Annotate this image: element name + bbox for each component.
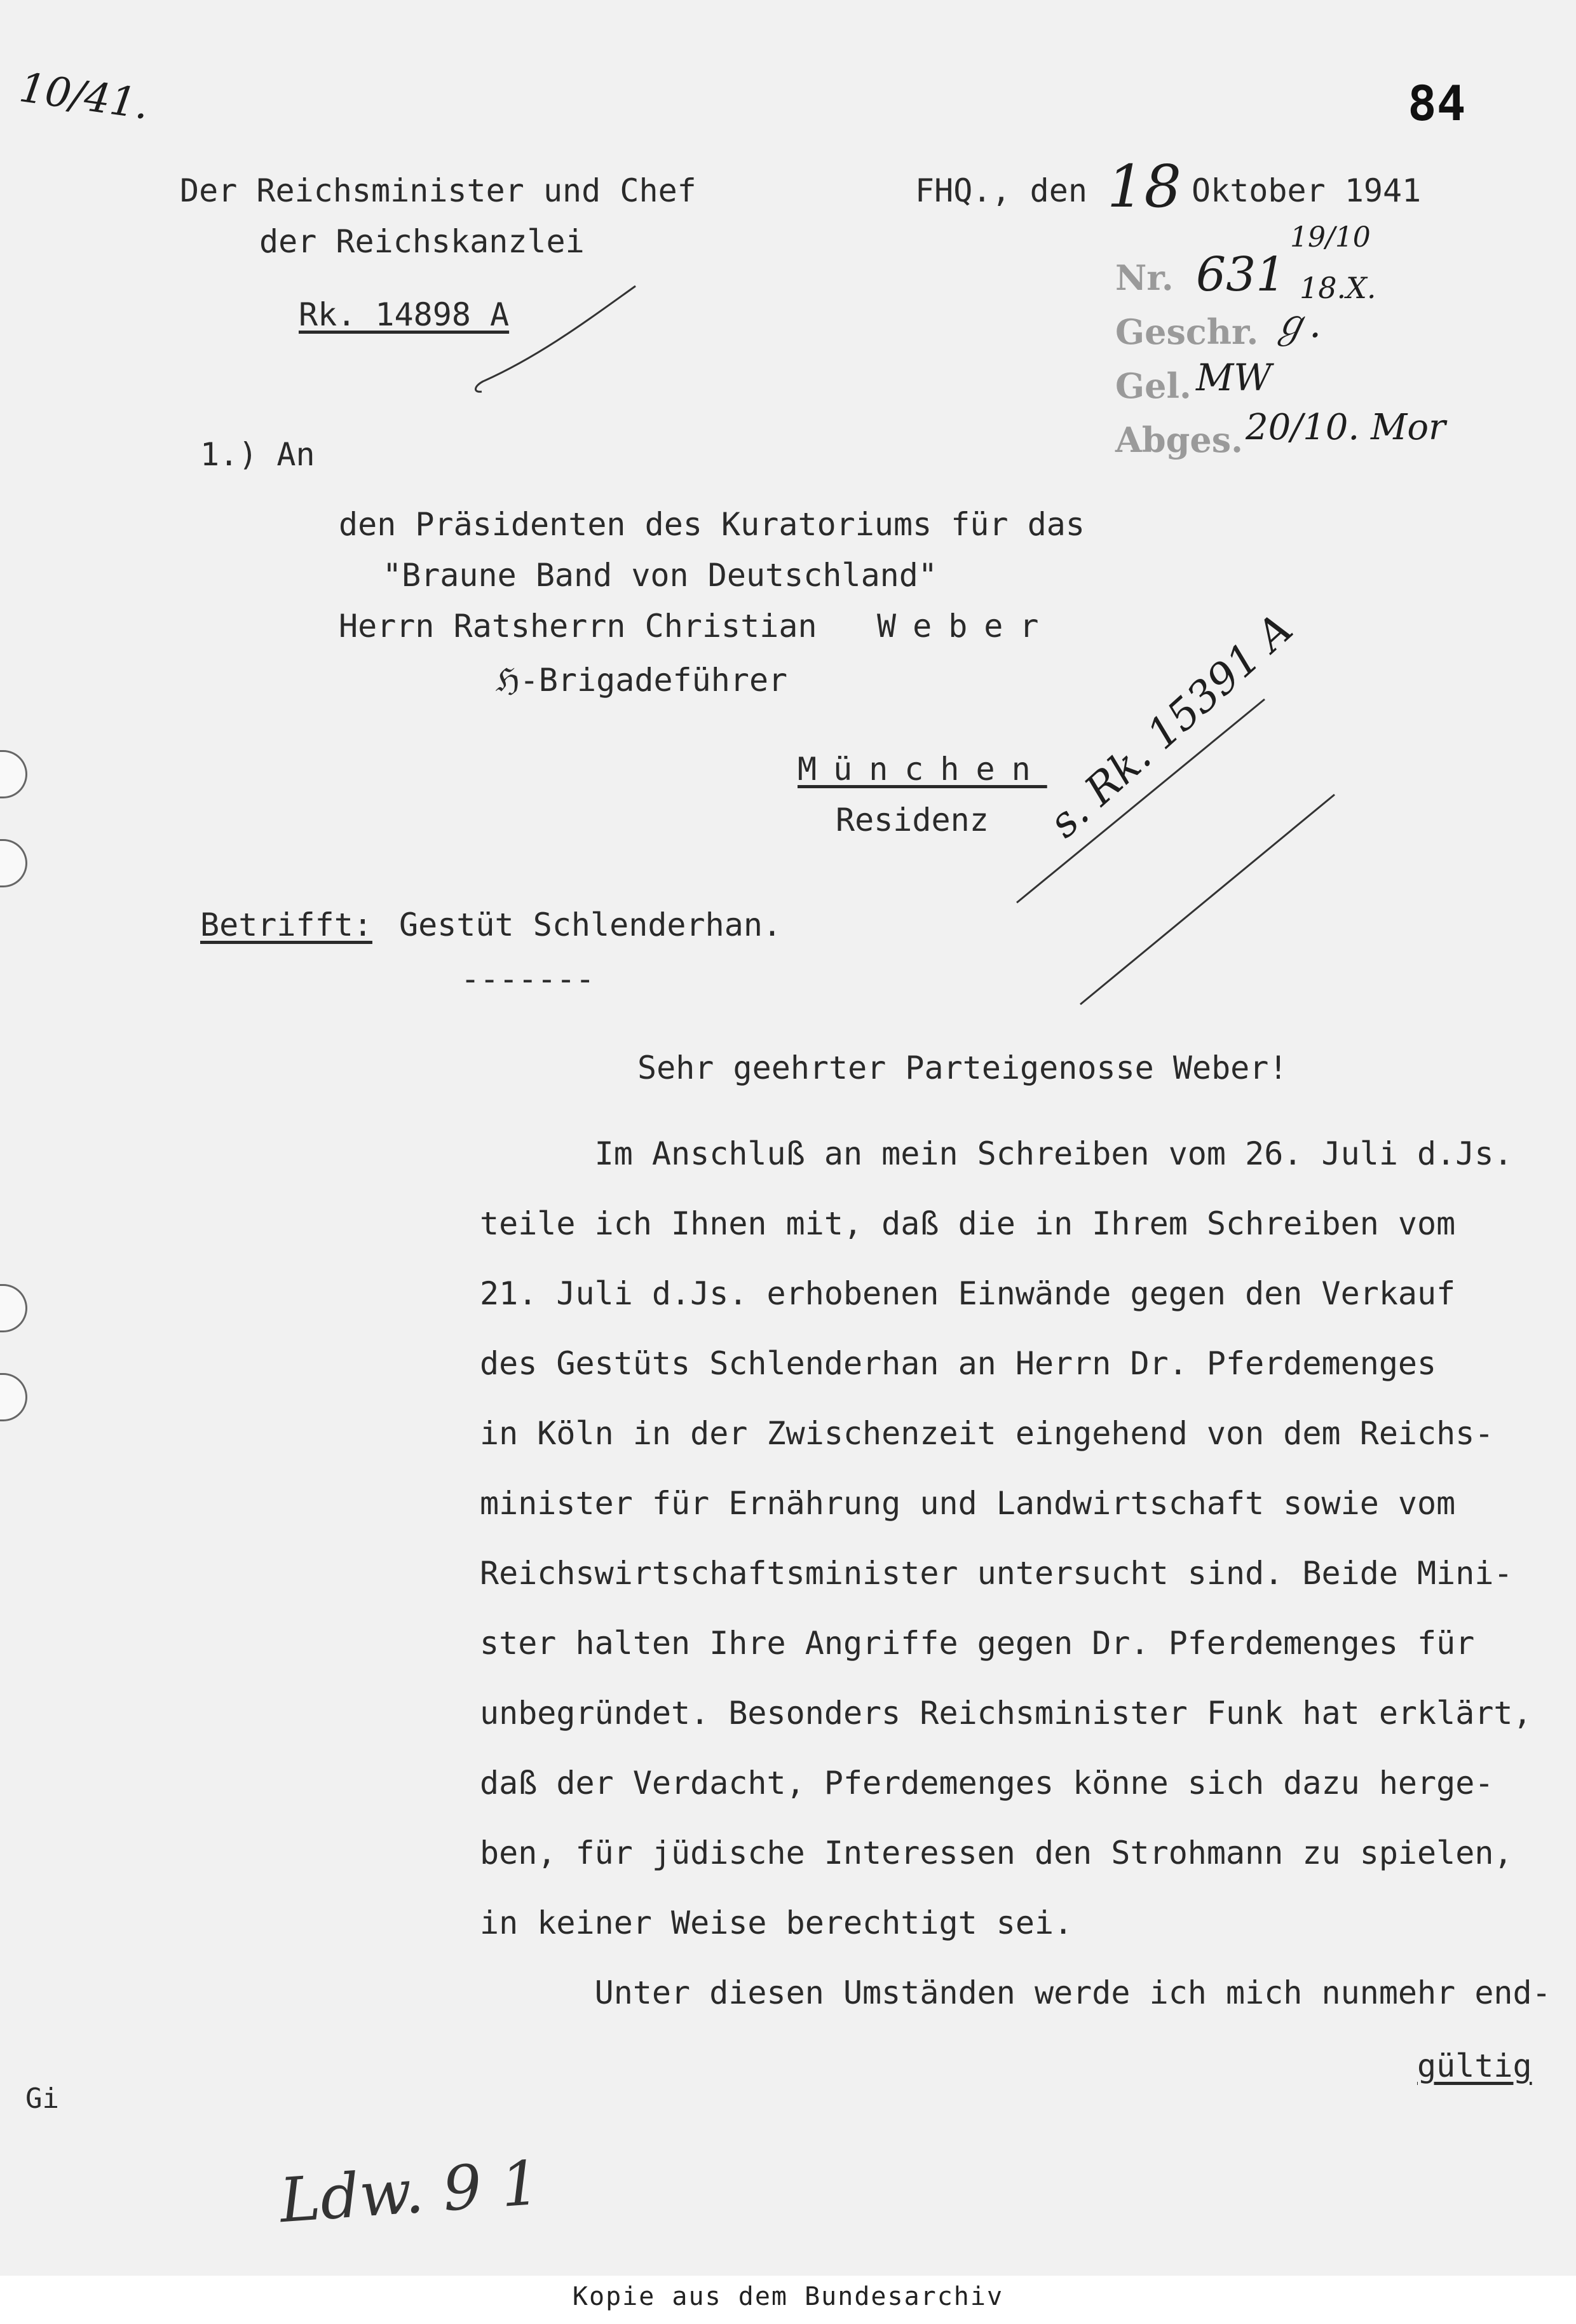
sender-line-2: der Reichskanzlei [259,223,585,260]
subject-label: Betrifft: [200,906,372,943]
recipient-line-3-prefix: Herrn Ratsherrn Christian [339,608,817,645]
recipient-line-1: den Präsidenten des Kuratoriums für das [339,506,1085,543]
continuation-word: gültig [1417,2047,1532,2084]
stamp-nr-label: Nr. [1115,257,1174,298]
dateline-place: FHQ., den [915,172,1087,209]
stamp-abges-label: Abges. [1115,420,1243,460]
subject-rule: ------- [461,960,595,997]
pen-stroke [464,280,642,400]
recipient-city: München [798,751,1047,788]
stamp-nr-note-2: 18.X. [1300,271,1376,305]
diagonal-cross-reference: s. Rk. 15391 A [1039,604,1302,847]
recipient-line-4: ℌ-Brigadeführer [496,662,788,699]
dateline-day: 18 [1107,153,1182,221]
punch-hole [0,1284,27,1332]
stamp-geschr-label: Geschr. [1115,311,1259,352]
body-line: teile ich Ihnen mit, daß die in Ihrem Schreiben vom [480,1205,1456,1242]
recipient-street: Residenz [836,802,989,838]
body-line: ben, für jüdische Interessen den Strohmann zu spielen, [480,1835,1513,1871]
body-line: Unter diesen Umständen werde ich mich nunmehr end- [480,1974,1551,2011]
body-line: Im Anschluß an mein Schreiben vom 26. Juli d.Js. [480,1135,1513,1172]
corner-handwritten-note: 10/41. [16,64,152,129]
reference-number: Rk. 14898 A [299,296,510,333]
body-line: ster halten Ihre Angriffe gegen Dr. Pferdemenges für [480,1625,1475,1662]
body-line: in keiner Weise berechtigt sei. [480,1904,1073,1941]
typist-initials: Gi [25,2082,59,2115]
body-line: des Gestüts Schlenderhan an Herrn Dr. Pferdemenges [480,1345,1437,1382]
handwritten-file-note: Ldw. 9 1 [277,2147,543,2237]
body-line: 21. Juli d.Js. erhobenen Einwände gegen den Verkauf [480,1275,1456,1312]
recipient-number: 1.) An [200,436,315,473]
dateline-month-year: Oktober 1941 [1192,172,1422,209]
salutation: Sehr geehrter Parteigenosse Weber! [637,1049,1288,1086]
sender-line-1: Der Reichsminister und Chef [180,172,696,209]
body-line: Reichswirtschaftsminister untersucht sind. Beide Mini- [480,1555,1513,1592]
stamp-nr-value: 631 [1196,247,1286,302]
punch-hole [0,839,27,887]
body-line: in Köln in der Zwischenzeit eingehend von dem Reichs- [480,1415,1494,1452]
archive-footer: Kopie aus dem Bundesarchiv [572,2282,1004,2311]
page-number: 84 [1408,75,1466,132]
punch-hole [0,750,27,798]
recipient-line-2: "Braune Band von Deutschland" [383,557,937,594]
body-line: daß der Verdacht, Pferdemenges könne sich dazu herge- [480,1765,1494,1801]
stamp-abges-value: 20/10. Mor [1246,407,1446,448]
stamp-nr-note: 19/10 [1290,221,1371,254]
body-line: unbegründet. Besonders Reichsminister Funk hat erklärt, [480,1695,1532,1732]
stamp-geschr-mark: ℊ. [1271,302,1322,346]
subject-text: Gestüt Schlenderhan. [399,906,782,943]
punch-hole [0,1373,27,1421]
recipient-line-3-name: Weber [877,608,1056,645]
stamp-gel-value: MW [1196,356,1272,399]
stamp-gel-label: Gel. [1115,366,1192,406]
body-line: minister für Ernährung und Landwirtschaft sowie vom [480,1485,1456,1522]
